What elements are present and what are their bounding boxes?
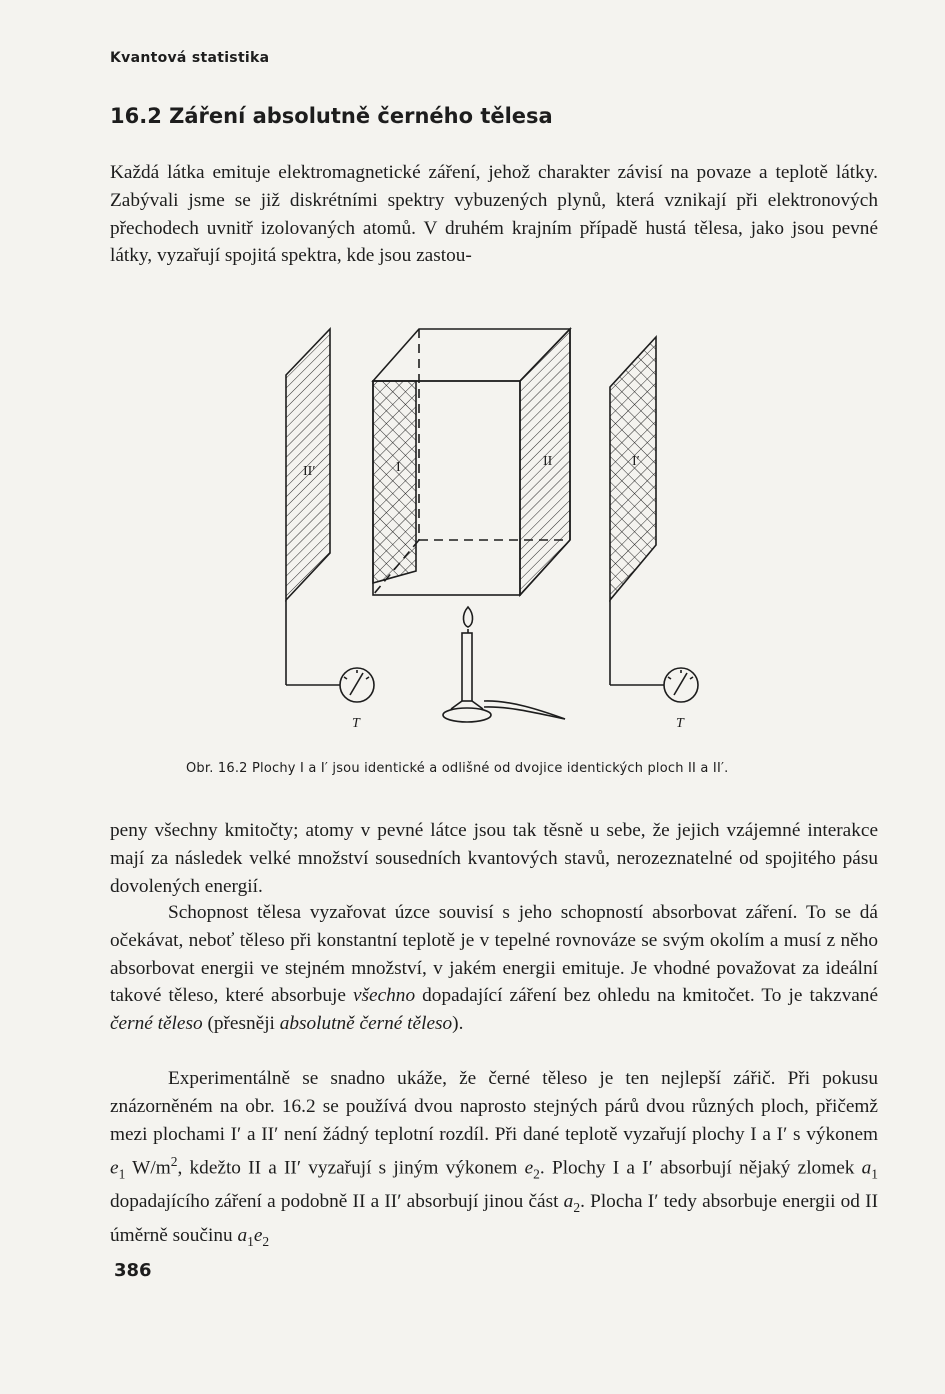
paragraph-experiment: Experimentálně se snadno ukáže, že černé těleso je ten nejlepší zářič. Při pokusu znázorněném na obr. 16.2 se používá dvou naprosto stejných párů dvou různých ploch, přičemž mezi plochami I′ a II′ není žádný teplotní rozdíl. Při dané teplotě vyzařují plochy I a I′ s výkonem $e_1$ $W/m^2$, kdežto II a II′ vyzařují s jiným výkonem $e_2$. Plochy I a I′ absorbují nějaký zlomek $a_1$ dopadajícího záření a podobně II a II′ absorbují jinou část $a_2$. Plocha I′ tedy absorbuje energii od II úměrně součinu $a_1e_2$ [110, 1068, 878, 1249]
paragraph-absorption: Schopnost tělesa vyzařovat úzce souvisí s jeho schopností absorbovat záření. To se dá očekávat, neboť těleso při konstantní teplotě je v tepelné rovnováze se svým okolím a musí z něho absorbovat energii ve stejném množství, v jakém energii emituje. Je vhodné považovat za ideální takové těleso, které absorbuje všechno dopadající záření bez ohledu na kmitočet. To je takzvané černé těleso (přesněji absolutně černé těleso). [110, 902, 879, 1035]
label-box-ii: II [543, 454, 553, 469]
label-plate-i-prime: I′ [632, 454, 640, 469]
label-thermometer-right: T [676, 716, 684, 731]
label-plate-ii-prime: II′ [303, 464, 316, 479]
label-box-i: I [396, 460, 401, 475]
box-front-i [373, 381, 416, 583]
paragraph-continuation: peny všechny kmitočty; atomy v pevné látce jsou tak těsně u sebe, že jejich vzájemné interakce mají za následek velké množství sousedních kvantových stavů, nerozeznatelné od spojitého pásu dovolených energií. [110, 820, 878, 897]
figure-caption: Obr. 16.2 Plochy I a I′ jsou identické a odlišné od dvojice identických ploch II a II′. [186, 761, 729, 776]
burner-base [443, 708, 491, 722]
page-number: 386 [114, 1260, 152, 1281]
running-head: Kvantová statistika [110, 50, 270, 66]
thermometer-right-icon [664, 668, 698, 702]
paragraph-intro: Každá látka emituje elektromagnetické záření, jehož charakter závisí na povaze a teplotě látky. Zabývali jsme se již diskrétními spektry vybuzených plynů, která vznikají při elektronových přechodech uvnitř izolovaných atomů. V druhém krajním případě hustá tělesa, jako jsou pevné látky, vyzařují spojitá spektra, kde jsou zastou- [110, 162, 878, 267]
figure-16-2 [240, 315, 720, 740]
label-thermometer-left: T [352, 716, 360, 731]
section-title: 16.2 Záření absolutně černého tělesa [110, 104, 553, 128]
black-body-experiment-diagram [240, 315, 720, 735]
thermometer-left-icon [340, 668, 374, 702]
flame-icon [463, 607, 472, 627]
